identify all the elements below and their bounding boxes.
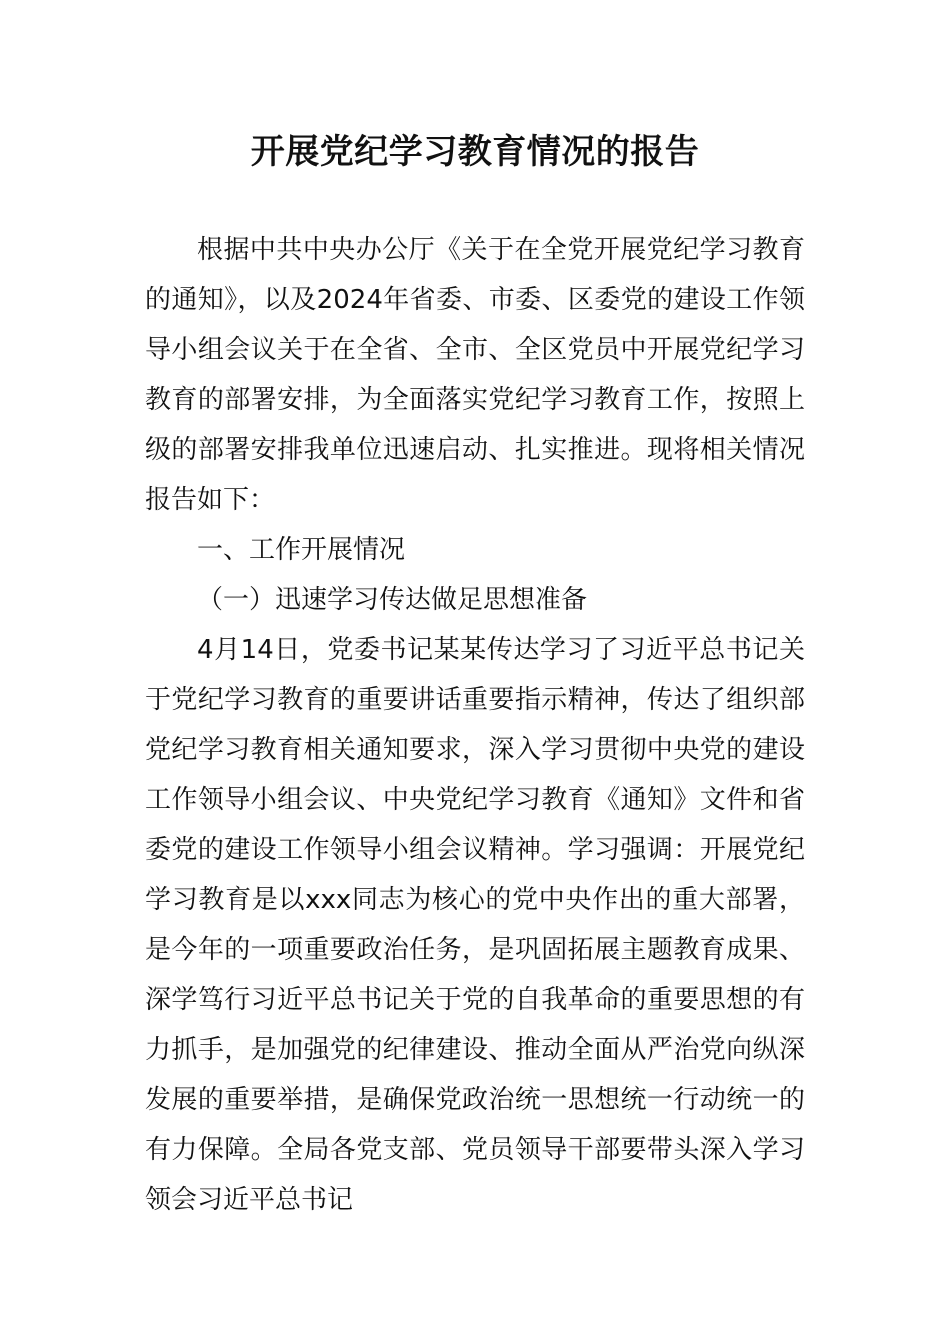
intro-paragraph: 根据中共中央办公厅《关于在全党开展党纪学习教育的通知》，以及2024年省委、市委、区委党的建设工作领导小组会议关于在全省、全市、全区党员中开展党纪学习教育的部署安排，为全面落实党纪学习教育工作，按照上级的部署安排我单位迅速启动、扎实推进。现将相关情况报告如下：	[145, 235, 805, 515]
document-body	[145, 225, 805, 1225]
body-paragraph: 4月14日，党委书记某某传达学习了习近平总书记关于党纪学习教育的重要讲话重要指示精神，传达了组织部党纪学习教育相关通知要求，深入学习贯彻中央党的建设工作领导小组会议、中央党纪学习教育《通知》文件和省委党的建设工作领导小组会议精神。学习强调：开展党纪学习教育是以xxx同志为核心的党中央作出的重大部署，是今年的一项重要政治任务，是巩固拓展主题教育成果、深学笃行习近平总书记关于党的自我革命的重要思想的有力抓手，是加强党的纪律建设、推动全面从严治党向纵深发展的重要举措，是确保党政治统一思想统一行动统一的有力保障。全局各党支部、党员领导干部要带头深入学习领会习近平总书记	[145, 635, 805, 1215]
document-title: 开展党纪学习教育情况的报告	[250, 132, 700, 172]
subsection-heading: （一）迅速学习传达做足思想准备	[197, 585, 588, 615]
section-heading: 一、工作开展情况	[197, 535, 406, 565]
